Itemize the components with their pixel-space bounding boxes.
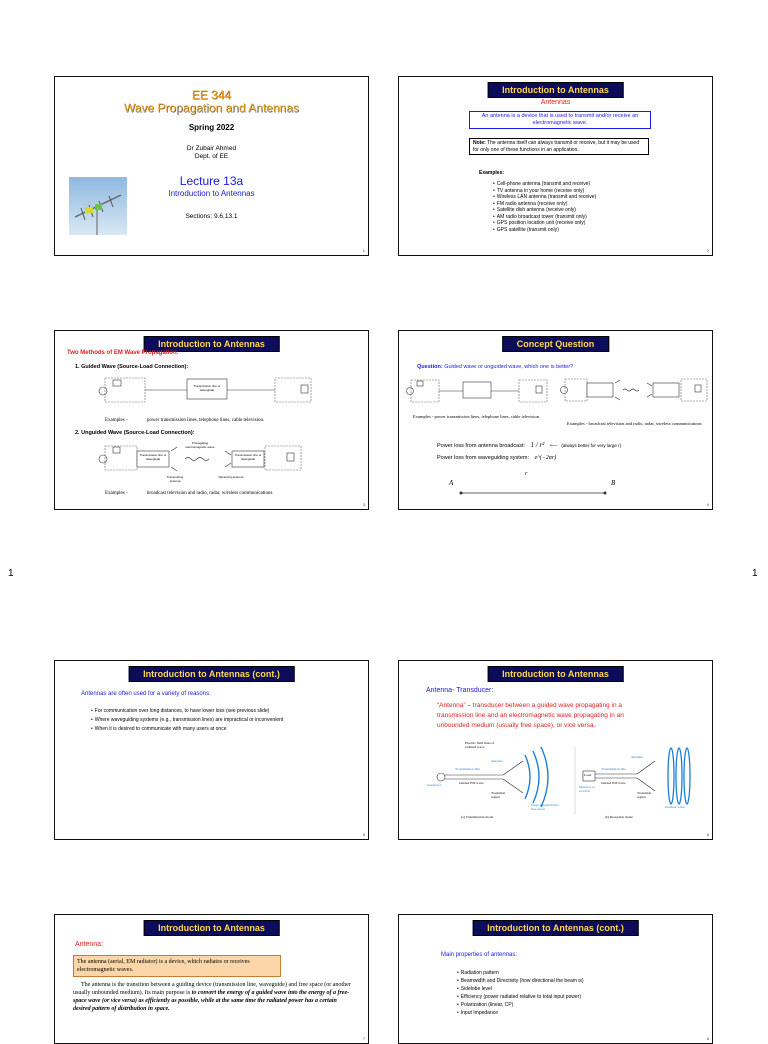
- incident-label: Incident wave: [665, 805, 685, 809]
- txline-label: Transmission line: [455, 767, 480, 771]
- antenna-loss-expr: 1 / r²: [530, 441, 545, 449]
- list-item: • Sidelobe level: [457, 985, 584, 993]
- waveguide-loss-label: Power loss from waveguiding system:: [437, 455, 530, 461]
- propagating-label: Propagating electromagnetic wave: [185, 441, 215, 449]
- slide-5: [54, 660, 369, 840]
- examples-label: Examples -: [105, 418, 128, 423]
- list-item: • AM radio broadcast tower (transmit only): [493, 214, 596, 221]
- examples-label: Examples:: [479, 170, 505, 176]
- term: Spring 2022: [188, 123, 235, 132]
- antenna-loss-label: Power loss from antenna broadcast:: [437, 443, 526, 449]
- reasons-list: [91, 707, 283, 734]
- rx-antenna-label: Antenna: [631, 755, 643, 759]
- slide-title: Introduction to Antennas (cont.): [472, 920, 639, 936]
- slide-2: [398, 76, 713, 256]
- instructor: Dr Zubair Ahmed: [186, 145, 237, 152]
- list-item: • TV antenna in your home (receive only): [493, 188, 596, 195]
- note-text: The antenna itself can always transmit or receive, but it may be used for only one of these functions in an application.: [473, 140, 640, 153]
- guided-diagram: [403, 377, 553, 407]
- list-item: • Where waveguiding systems (e.g., transmission lines) are impractical or inconvenient: [91, 716, 283, 725]
- rx-mode-label: (b) Reception mode: [605, 815, 633, 819]
- unguided-wave-diagram: [95, 441, 325, 485]
- distance-line: [459, 482, 607, 486]
- question-label: Question:: [417, 364, 443, 370]
- slide-number: 5: [362, 832, 365, 837]
- list-item: • Radiation pattern: [457, 969, 584, 977]
- list-item: • Efficiency (power radiated relative to total input power): [457, 993, 584, 1001]
- load-label: Load: [584, 773, 592, 777]
- examples-text: power transmission lines, telephone lines, cable television.: [434, 414, 541, 419]
- rx-transition-label: Transition region: [637, 791, 652, 799]
- generator-label: Generator: [427, 783, 441, 787]
- slide-number: 2: [706, 248, 709, 253]
- point-b: B: [611, 479, 616, 487]
- guided-label: Guided EM wave: [459, 781, 484, 785]
- slide-heading: Antennas: [540, 99, 571, 106]
- examples-text: broadcast television and radio, radar, wireless communications: [146, 491, 273, 496]
- slide-title: Introduction to Antennas (cont.): [128, 666, 295, 682]
- point-a: A: [449, 479, 454, 487]
- slide-6: [398, 660, 713, 840]
- definition-box: The antenna (aerial, EM radiator) is a device, which radiates or receives electromagnetic waves.: [73, 955, 281, 977]
- list-item: • When it is desired to communicate with many users at once: [91, 725, 283, 734]
- txline-label: Transmission line or waveguide: [193, 384, 221, 392]
- slide-body: “Antenna” – transducer between a guided wave propagating in a transmission line and an electromagnetic wave propagating in an unbounded medium (usually free space), or vice versa.: [437, 702, 624, 729]
- page-number-right: 1: [752, 568, 758, 579]
- lecture-number: Lecture 13a: [179, 174, 244, 188]
- slide-number: 4: [706, 502, 709, 507]
- unguided-diagram: [557, 375, 712, 411]
- question: [417, 364, 573, 370]
- slide-heading: Main properties of antennas:: [441, 952, 518, 958]
- slide-heading: Two Methods of EM Wave Propagation:: [67, 350, 179, 356]
- slide-heading: Antenna:: [75, 941, 104, 948]
- instructor-block: [55, 145, 368, 161]
- list-item: • FM radio antenna (receive only): [493, 201, 596, 208]
- course-title-block: [55, 89, 368, 115]
- department: Dept. of EE: [194, 153, 229, 160]
- list-item: • Satellite dish antenna (receive only): [493, 207, 596, 214]
- slide-paragraph: [73, 981, 353, 1013]
- transmitting-label: Transmitting antenna: [166, 475, 184, 483]
- slide-7: [54, 914, 369, 1044]
- note-label: Note:: [473, 140, 486, 146]
- list-item: • Polarization (linear, CP): [457, 1001, 584, 1009]
- examples-label: Examples -: [567, 421, 588, 426]
- question-text: Guided wave or unguided wave, which one is better?: [444, 364, 574, 370]
- guided-examples: [105, 418, 264, 423]
- list-item: • Beamwidth and Directivity (how directional the beam is): [457, 977, 584, 985]
- list-item: • For communication over long distances, to have lower loss (see previous slide): [91, 707, 283, 716]
- waveguide-loss-expr: e^(−2αr): [534, 455, 557, 461]
- sections: Sections: 9.6,13.1: [185, 213, 238, 220]
- antenna-loss-row: [437, 441, 621, 449]
- rx-guided-label: Guided EM wave: [601, 781, 626, 785]
- slide-number: 6: [706, 832, 709, 837]
- antenna-loss-note: (always better for very large r): [561, 443, 622, 448]
- definition-box: An antenna is a device that is used to transmit and/or receive an electromagnetic wave.: [469, 111, 651, 129]
- examples-label: Examples -: [413, 414, 434, 419]
- paragraph-italic: to convert the energy of a guided wave into the energy of a free-space wave (or vice versa) as efficiently as possible, while at the same time the radiated power has a certain desired pattern of distribution in space.: [73, 990, 350, 1012]
- paragraph-plain: The antenna is the transition between a guiding device (transmission line, waveguide) and free space (or another usually unbounded medium). Its main purpose is: [73, 982, 351, 996]
- antenna-label: Antenna: [491, 759, 503, 763]
- slide-title: Introduction to Antennas: [487, 666, 624, 682]
- examples-text: power transmission lines, telephone lines, cable television.: [146, 418, 265, 423]
- list-item: • Cell-phone antenna (transmit and receive): [493, 181, 596, 188]
- rx-txline-label: Transmission line: [601, 767, 626, 771]
- slide-heading: Antenna- Transducer:: [426, 687, 494, 694]
- guided-wave-label: 1. Guided Wave (Source-Load Connection):: [75, 364, 189, 370]
- txline-label: Transmission line or waveguide: [139, 453, 167, 461]
- transducer-figure: [425, 741, 697, 823]
- red-arrow-icon: ⟵: [549, 443, 558, 449]
- properties-list: [457, 969, 584, 1017]
- list-item: • GPS position location unit (receive only): [493, 220, 596, 227]
- slide-title: Introduction to Antennas: [487, 82, 624, 98]
- right-examples: [567, 421, 707, 427]
- efield-label: Electric field lines of radiated wave: [465, 741, 495, 749]
- tx-mode-label: (a) Transmission mode: [461, 815, 494, 819]
- transition-label: Transition region: [491, 791, 506, 799]
- course-code: EE 344: [191, 88, 232, 102]
- txline-label: Transmission line or waveguide: [234, 453, 262, 461]
- note-box: [469, 138, 649, 155]
- distance-label: r: [525, 471, 528, 477]
- examples-list: [493, 181, 596, 233]
- lecture-block: [55, 174, 368, 198]
- waveguide-loss-row: [437, 455, 556, 461]
- launched-label: Wave launched into free space: [531, 803, 559, 811]
- slide-title: Introduction to Antennas: [143, 920, 280, 936]
- list-item: • Wireless LAN antenna (transmit and receive): [493, 194, 596, 201]
- slide-4: [398, 330, 713, 510]
- list-item: • GPS satellite (transmit only): [493, 227, 596, 234]
- slide-title: Introduction to Antennas: [143, 336, 280, 352]
- examples-label: Examples -: [105, 491, 128, 496]
- examples-text: broadcast television and radio, radar, wireless communications: [588, 421, 702, 426]
- slide-8: [398, 914, 713, 1044]
- unguided-wave-label: 2. Unguided Wave (Source-Load Connection):: [75, 430, 195, 436]
- course-title: Wave Propagation and Antennas: [123, 101, 299, 115]
- slide-number: 8: [706, 1036, 709, 1041]
- page-number-left: 1: [8, 568, 14, 579]
- slide-3: [54, 330, 369, 510]
- slide-title: Concept Question: [502, 336, 610, 352]
- receiving-label: Receiving antenna: [218, 475, 244, 479]
- receiver-label: Detector or receiver: [579, 785, 595, 793]
- left-examples: [413, 414, 543, 420]
- slide-1: [54, 76, 369, 256]
- slide-number: 7: [362, 1036, 365, 1041]
- slide-number: 1: [362, 248, 365, 253]
- slide-intro: Antennas are often used for a variety of reasons:: [81, 691, 211, 697]
- lecture-subtitle: Introduction to Antennas: [168, 189, 255, 198]
- guided-wave-diagram: [95, 375, 325, 405]
- list-item: • Input Impedance: [457, 1009, 584, 1017]
- slide-number: 3: [362, 502, 365, 507]
- unguided-examples: [105, 491, 272, 496]
